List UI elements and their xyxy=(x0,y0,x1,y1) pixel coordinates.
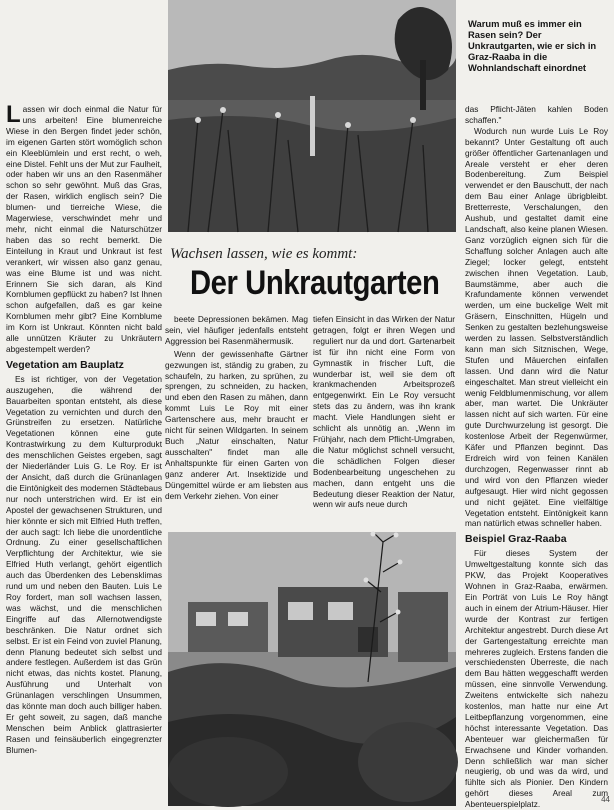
page-number: 44 xyxy=(601,795,610,804)
body-paragraph: tiefen Einsicht in das Wirken der Natur getragen, folgt er ihren Wegen und reguliert nur da und dort. Gartenarbeit ist für ihn nicht eine Form von Gymnastik in frischer Luft, die wunderbar ist, weil sie dem oft krankmachenden Arbeitsprozeß entgegenwirkt. Ein Le Roy versucht stets das zu ändern, was ihn krank macht. Viele Handlungen sieht er schlicht als unnötig an. „Wenn im Frühjahr, nach dem Pflicht-Umgraben, die Natur möglichst schnell versucht, die schädlichen Folgen dieser Bodenbearbeitung ungeschehen zu machen, dann entgeht uns die Bedeutung dieser Reaktion der Natur, wenn wir aufs neue durch xyxy=(313,314,455,510)
body-paragraph: Für dieses System der Umweltgestaltung konnte sich das PKW, das Projekt Kooperatives Wohnen in Graz-Raaba, erwärmen. Ein Porträt von Luis Le Roy hängt auch in einem der Atrium-Häuser. Hier wurde der Kontrast zur fertigen Architektur angestrebt. Durch diese Art der Gartengestaltung erreichte man mehreres zugleich. Erstens fanden die verschiedensten Überreste, die nach dem Bau hätten weggeschafft werden müssen, eine sinnvolle Verwendung. Zweitens entwickelte sich nahezu kostenlos, man hatte nur eine Art Leitbepflanzung vorgenommen, eine höchst interessante Vegetation. Das Abenteuer war gleichermaßen für Erwachsene und Kinder vorhanden. Denn schließlich war man sicher neugierig, ob und was da wird, und fühlte sich als Pionier. Den Kindern gehört dieses Areal zum Abenteuerspielplatz. xyxy=(465,548,608,810)
photo-meadow xyxy=(168,0,456,232)
drop-cap: L xyxy=(6,101,21,128)
headline: Der Unkrautgarten xyxy=(190,264,440,302)
section-heading-vegetation: Vegetation am Bauplatz xyxy=(6,358,124,371)
intro-paragraph: assen wir doch einmal die Natur für uns arbeiten! Eine blumenreiche Wiese in den Bergen findet jeder schön, im eigenen Garten stört womöglich schon ein Kleeblümlein und erst recht, o weh, eine Distel. Fehlt uns der Mut zur Faulheit, oder haben wir uns an den Rasenmäher schon so sehr gewöhnt. Muß das Gras, der Rasen, wirklich englisch sein? Die blumen- und tierreiche Wiese, die Magerwiese, verschwindet mehr und mehr, nicht einmal die Naturschützer haben das so recht bemerkt. Die Einteilung in Kraut und Unkraut ist fest verankert, wir wissen also ganz genau, was eine Blume ist und was nicht. Erinnern Sie sich daran, als Kind Kornblumen gepflückt zu haben? Ist Ihnen schon aufgefallen, daß es gar keine Kornblumen mehr gibt? Eine Kornblume im Korn ist Unkraut. Könnten nicht bald alle unnützen Kräuter zu Unkräutern abgestempelt werden? xyxy=(6,104,162,354)
kicker: Wachsen lassen, wie es kommt: xyxy=(170,246,358,262)
body-paragraph: Wodurch nun wurde Luis Le Roy bekannt? Unter Gestaltung oft auch größer öffentlicher Gartenanlagen und Areale versteht er eher deren Bodenbereitung. Zum Beispiel verwendet er den Bauschutt, der nach dem Bau einer Anlage übrigbleibt. Bretterreste, Verschalungen, den Aushub, und gestaltet damit eine Landschaft, also keine planen Wiesen. Ganz vorzüglich eignen sich für die Schaffung solcher Anlagen auch alte Ziegel; locker gelegt, entsteht zwischen ihnen Vegetation. Laub, Baumstämme, aber auch die Krafundamente können verwendet werden, um eine buckelige Welt mit Gräsern, Einschnitten, Hügeln und Senken zu gestalten bezlehungsweise werden zu lassen. Selbstverständlich kann man sich Sitznischen, Wege, Stufen und Mäuerchen einfallen lassen. Und dann wird die Natur eingeschaltet. Man streut vielleicht ein wenig Feldblumenmischung, vor allem aber, man wartet. Die Unkräuter lassen nicht auf sich warten. Für eine gute Durchwurzelung ist gesorgt. Die kostenlose Arbeit der Regenwürmer, Käfer und Pflanzen beginnt. Das Erdreich wird von feinen Kanälen durchzogen, Regenwasser rinnt ab und wird von den Pflanzen wieder aufgesaugt. Hier wird nicht gegossen und nicht gejätet. Eine vielfältige Vegetation entsteht. Eintönigkeit kann man natürlich etwas schneller haben. xyxy=(465,125,608,529)
section-heading-graz-raaba: Beispiel Graz-Raaba xyxy=(465,533,567,546)
column-1 xyxy=(6,101,162,804)
column-2 xyxy=(165,314,308,527)
side-heading: Warum muß es immer ein Rasen sein? Der Unkrautgarten, wie er sich in Graz-Raaba in die Wohnlandschaft einordnet xyxy=(468,18,597,73)
body-paragraph: beete Depressionen bekämen. Mag sein, viel häufiger jedenfalls entsteht Aggression bei Rasenmähermusik. xyxy=(165,314,308,346)
body-paragraph: Es ist richtiger, von der Vegetation auszugehen, die während der Bauarbeiten spontan entsteht, als diese Vegetation zu vernichten und durch den Grünstreifen zu ersetzen. Natürliche Vegetationen können eine gute Kontrastwirkung zu dem Kulturprodukt des menschlichen Geistes ergeben, sagt der Niederländer Luis G. Le Roy. Er ist der Ansicht, daß durch die Grünanlagen die Eintönigkeit des modernen Städtebaus nur noch unterstrichen wird. Er ist ein Apostel der gewachsenen Strukturen, und hier könnte er sich mit Elfried Huth treffen, der auch sagt: Ich liebe die unordentliche Ordnung. Zu einer gesellschaftlichen Verpflichtung der Architektur, wie sie Elfried Huth verlangt, gehört eigentlich auch das Überdenken des Lebensklimas rund um und neben den Bauten. Luis Le Roy fordert, man soll wachsen lassen, was wächst, und die menschlichen Eingriffe auf das Allernotwendigste beschränken. Die Natur ordnet sich selbst. Er ist ein Feind von zuviel Planung, denn Planung bedeutet sich selbst und andere festlegen. Außerdem ist das Grün nicht etwas, das nichts kostet. Planung, Ausführung und Unterhalt von Grünanlagen verschlingen Unsummen, das könnte man doch auch billiger haben. Er geht soweit, zu sagen, daß manche Menschen beim Anblick glattrasierter Rasen und feinsäuberlich eingegrenzter Blumen- xyxy=(6,373,162,755)
photo-houses xyxy=(168,532,456,806)
body-paragraph: das Pflicht-Jäten kahlen Boden schaffen." xyxy=(465,104,608,125)
column-3 xyxy=(313,314,455,527)
column-4 xyxy=(465,104,608,810)
body-paragraph: Wenn der gewissenhafte Gärtner gezwungen ist, ständig zu graben, zu schaufeln, zu harken, zu sprühen, zu sprengen, zu schneiden, zu hacken, und eben den Rasen zu mähen, dann kommt Luis Le Roy mit einer Gartenschere aus, mehr braucht er nicht für seinen Wildgarten. In seinem Buch „Natur einschalten, Natur ausschalten" findet man alle Anhaltspunkte für einen Garten von ganz anderer Art. Insektizide und Düngemittel würde er am liebsten aus dem Verkehr ziehen. Von einer xyxy=(165,348,308,501)
